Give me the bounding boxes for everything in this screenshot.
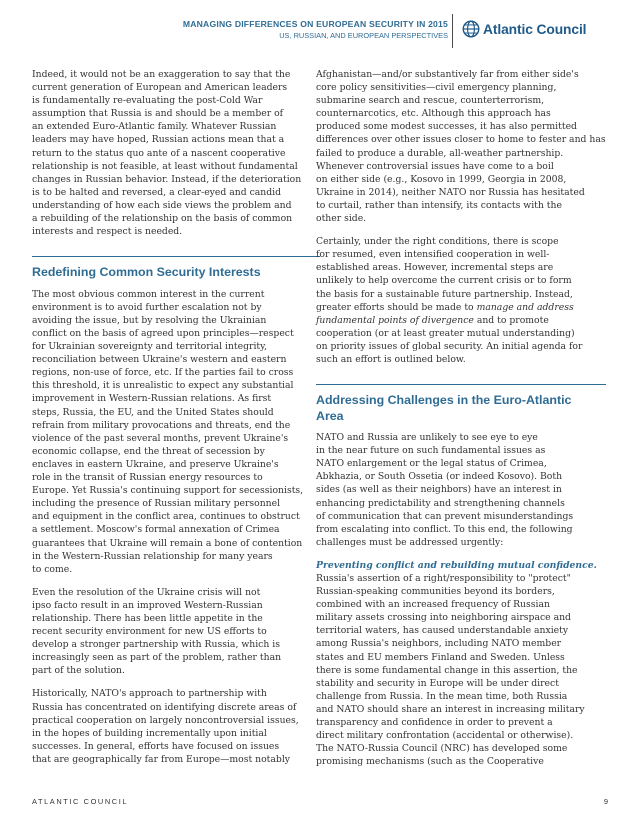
logo-text: Atlantic Council <box>483 21 587 37</box>
section-heading-addressing: Addressing Challenges in the Euro-Atlantic Area <box>316 393 572 423</box>
right-paragraph-1: Afghanistan—and/or substantively far from either side's core policy sensitivities—civil emergency planning, submarine search and rescue, counterterrorism, counternarcotics, etc. Although this approach has produced some modest successes, it has also permitted differences over other issues closer to home to fester and has failed to produce a durable, all-weather partnership. Whenever controversial issues have come to a boil on either side (e.g., Kosovo in 1999, Georgia in 2008, Ukraine in 2014), neither NATO nor Russia has hesitated to curtail, rather than intensify, its contacts with the other side. <box>316 69 606 225</box>
right-column <box>316 68 606 768</box>
left-paragraph-2: The most obvious common interest in the current environment is to avoid further escalation not by avoiding the issue, but by resolving the Ukrainian conflict on the basis of agreed upon principles—respect for Ukrainian sovereignty and territorial integrity, reconciliation between Ukraine's western and eastern regions, non-use of force, etc. If the parties fail to cross this threshold, it is unrealistic to expect any substantial improvement in Western-Russian relations. As first steps, Russia, the EU, and the United States should refrain from military provocations and threats, end the violence of the past several months, prevent Ukraine's economic collapse, end the threat of secession by enclaves in eastern Ukraine, and preserve Ukraine's role in the transit of Russian energy resources to Europe. Yet Russia's continuing support for secessionists, including the presence of Russian military personnel and equipment in the conflict area, continues to obstruct a settlement. Moscow's formal annexation of Crimea guarantees that Ukraine will remain a bone of contention in the Western-Russian relationship for many years to come. <box>32 288 304 575</box>
right-paragraph-2-end: and to promote cooperation (or at least greater mutual understanding) on priority issues of global security. An initial agenda for such an effort is outlined below. <box>316 314 583 365</box>
lead-label-preventing-conflict: Preventing conflict and rebuilding mutual confidence. <box>316 559 597 571</box>
left-paragraph-3: Even the resolution of the Ukraine crisis will not ipso facto result in an improved Western-Russian relationship. There has been little appetite in the recent security environment for new US efforts to develop a stronger partnership with Russia, which is increasingly seen as part of the problem, rather than part of the solution. <box>32 586 282 677</box>
left-column <box>32 68 320 766</box>
right-paragraph-2 <box>316 235 606 366</box>
footer-organization: ATLANTIC COUNCIL <box>32 797 129 806</box>
header-divider <box>452 14 453 48</box>
page-header <box>183 18 448 41</box>
section-redefining <box>32 256 320 281</box>
right-paragraph-2-start: Certainly, under the right conditions, there is scope for resumed, even intensified cooperation in well- established areas. However, incremental steps are unlikely to help overcome the current crisis or to form the basis for a sustainable future partnership. Instead, greater efforts should be made to <box>316 236 573 313</box>
section-heading-redefining: Redefining Common Security Interests <box>32 265 261 280</box>
right-paragraph-4 <box>316 559 606 769</box>
left-paragraph-1: Indeed, it would not be an exaggeration to say that the current generation of European and American leaders is fundamentally re-evaluating the post-Cold War assumption that Russia is and should be a member of an extended Euro-Atlantic family. Whatever Russian leaders may have hoped, Russian actions mean that a return to the status quo ante of a nascent cooperative relationship is not feasible, at least without fundamental changes in Russian behavior. Instead, if the deterioration is to be halted and reversed, a clear-eyed and candid understanding of how each side views the problem and a rebuilding of the relationship on the basis of common interests and respect is needed. <box>32 69 302 238</box>
header-subtitle: US, RUSSIAN, AND EUROPEAN PERSPECTIVES <box>279 31 448 40</box>
right-paragraph-3: NATO and Russia are unlikely to see eye to eye in the near future on such fundamental issues as NATO enlargement or the legal status of Crimea, Abkhazia, or South Ossetia (or indeed Kosovo). Both sides (as well as their neighbors) have an interest in enhancing predictability and strengthening channels of communication that can prevent misunderstandings from escalating into conflict. To this end, the following challenges must be addressed urgently: <box>316 432 574 548</box>
atlantic-council-globe-icon <box>462 20 480 38</box>
right-paragraph-2-emphasis: manage and address fundamental points of divergence <box>316 301 574 326</box>
left-paragraph-4: Historically, NATO's approach to partnership with Russia has concentrated on identifying discrete areas of practical cooperation on largely noncontroversial issues, in the hopes of building incrementally upon initial successes. In general, efforts have focused on issues that are geographically far from Europe—most notably <box>32 688 299 765</box>
right-paragraph-4-body: Russia's assertion of a right/responsibility to "protect" Russian-speaking communities beyond its borders, combined with an increased frequency of Russian military assets crossing into neighboring airspace and territorial waters, has caused understandable anxiety among Russia's neighbors, including NATO member states and EU members Finland and Sweden. Unless there is some fundamental change in this assertion, the stability and security in Europe will be under direct challenge from Russia. In the mean time, both Russia and NATO should share an interest in increasing military transparency and confidence in order to prevent a direct military confrontation (accidental or otherwise). The NATO-Russia Council (NRC) has developed some promising mechanisms (such as the Cooperative <box>316 573 585 768</box>
section-rule <box>32 256 320 257</box>
header-title: MANAGING DIFFERENCES ON EUROPEAN SECURITY IN 2015 <box>182 19 448 29</box>
atlantic-council-logo <box>462 20 586 38</box>
section-addressing <box>316 384 606 424</box>
page-number: 9 <box>603 797 608 806</box>
section-rule <box>316 384 606 385</box>
